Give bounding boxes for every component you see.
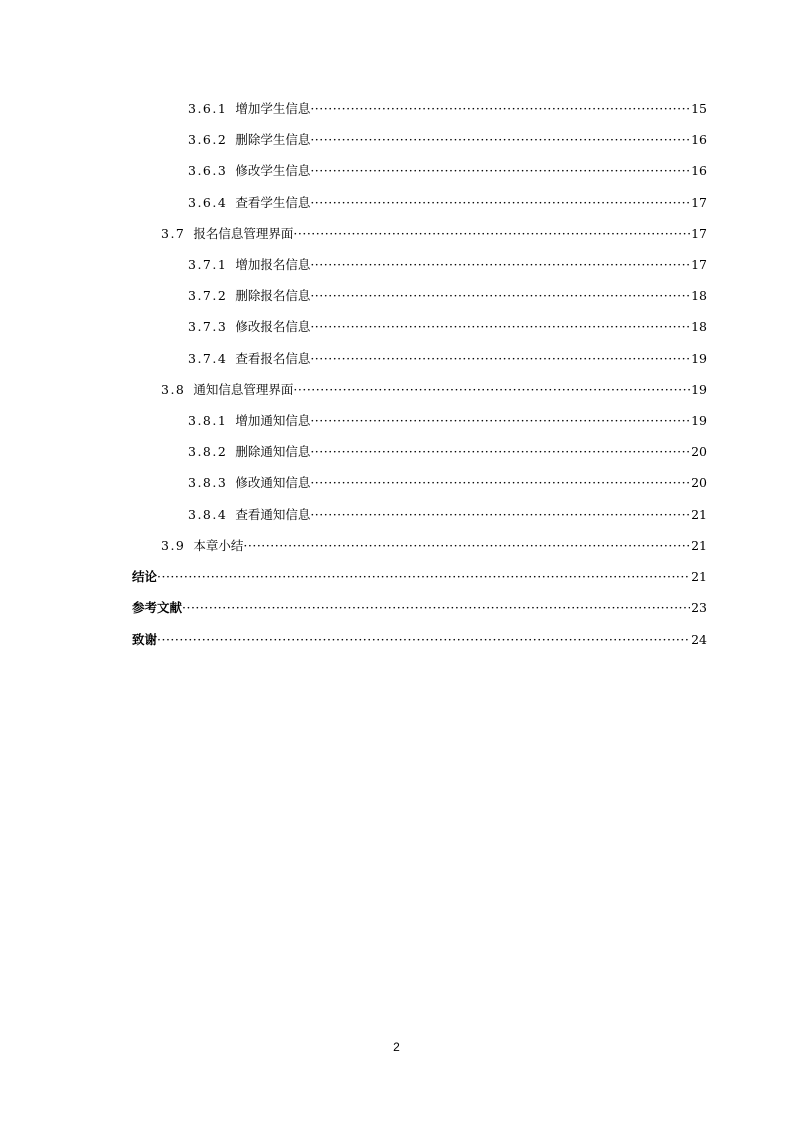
toc-section-number: 3.6.4: [188, 195, 228, 210]
toc-section-title: 增加通知信息: [235, 413, 311, 428]
toc-chapter-title: 参考文献: [132, 600, 183, 615]
toc-section-number: 3.7: [161, 226, 186, 241]
toc-row[interactable]: [0, 441, 793, 463]
toc-section-number: 3.8.1: [188, 413, 228, 428]
toc-section-title: 修改报名信息: [235, 319, 311, 334]
toc-dot-leader: [310, 98, 690, 120]
toc-dot-leader: [182, 597, 690, 619]
toc-dot-leader: [310, 348, 690, 370]
toc-row[interactable]: [0, 597, 793, 619]
toc-page-number: 18: [691, 319, 707, 334]
toc-section-title: 通知信息管理界面: [193, 382, 294, 397]
toc-dot-leader: [310, 129, 690, 151]
toc-section-number: 3.7.2: [188, 288, 228, 303]
toc-section-number: 3.6.2: [188, 132, 228, 147]
toc-page-number: 17: [691, 195, 707, 210]
toc-section-number: 3.8.2: [188, 444, 228, 459]
toc-section-number: 3.8.3: [188, 475, 228, 490]
toc-section-title: 增加报名信息: [235, 257, 311, 272]
toc-section-title: 查看报名信息: [235, 351, 311, 366]
toc-dot-leader: [293, 379, 690, 401]
toc-section-number: 3.6.1: [188, 101, 228, 116]
toc-page-number: 16: [691, 132, 707, 147]
toc-page-number: 19: [691, 413, 707, 428]
toc-row[interactable]: [0, 129, 793, 151]
toc-section-number: 3.8: [161, 382, 186, 397]
toc-chapter-title: 结论: [132, 569, 158, 584]
toc-row[interactable]: [0, 285, 793, 307]
page-number: 2: [393, 1040, 400, 1054]
toc-page-number: 17: [691, 257, 707, 272]
toc-page-number: 18: [691, 288, 707, 303]
toc-section-title: 修改学生信息: [235, 163, 311, 178]
toc-row[interactable]: [0, 472, 793, 494]
toc-row[interactable]: [0, 192, 793, 214]
toc-section-number: 3.6.3: [188, 163, 228, 178]
toc-page-number: 21: [691, 507, 707, 522]
toc-chapter-title: 致谢: [132, 632, 158, 647]
toc-dot-leader: [243, 535, 690, 557]
toc-section-number: 3.9: [161, 538, 186, 553]
toc-dot-leader: [157, 566, 690, 588]
toc-dot-leader: [310, 316, 690, 338]
toc-section-title: 查看通知信息: [235, 507, 311, 522]
toc-row[interactable]: [0, 629, 793, 651]
toc-page-number: 20: [691, 444, 707, 459]
toc-dot-leader: [310, 504, 690, 526]
toc-page-number: 21: [691, 538, 707, 553]
toc-dot-leader: [310, 472, 690, 494]
toc-section-title: 查看学生信息: [235, 195, 311, 210]
toc-section-title: 删除报名信息: [235, 288, 311, 303]
toc-dot-leader: [310, 160, 690, 182]
toc-section-title: 本章小结: [193, 538, 244, 553]
toc-section-title: 增加学生信息: [235, 101, 311, 116]
toc-dot-leader: [310, 192, 690, 214]
toc-dot-leader: [293, 223, 690, 245]
toc-dot-leader: [310, 254, 690, 276]
toc-row[interactable]: [0, 223, 793, 245]
toc-row[interactable]: [0, 410, 793, 432]
toc-dot-leader: [310, 285, 690, 307]
toc-row[interactable]: [0, 566, 793, 588]
toc-page-number: 20: [691, 475, 707, 490]
toc-section-number: 3.7.4: [188, 351, 228, 366]
toc-dot-leader: [310, 441, 690, 463]
toc-section-number: 3.7.3: [188, 319, 228, 334]
toc-section-title: 报名信息管理界面: [193, 226, 294, 241]
toc-row[interactable]: [0, 348, 793, 370]
toc-page-number: 19: [691, 351, 707, 366]
toc-page-number: 19: [691, 382, 707, 397]
toc-section-title: 修改通知信息: [235, 475, 311, 490]
toc-dot-leader: [157, 629, 690, 651]
toc-section-number: 3.7.1: [188, 257, 228, 272]
toc-page-number: 15: [691, 101, 707, 116]
toc-page-number: 21: [691, 569, 707, 584]
toc-row[interactable]: [0, 379, 793, 401]
toc-row[interactable]: [0, 504, 793, 526]
toc-dot-leader: [310, 410, 690, 432]
toc-section-title: 删除通知信息: [235, 444, 311, 459]
toc-page-number: 24: [691, 632, 707, 647]
toc-section-number: 3.8.4: [188, 507, 228, 522]
toc-page-number: 16: [691, 163, 707, 178]
toc-row[interactable]: [0, 535, 793, 557]
toc-page-number: 23: [691, 600, 707, 615]
toc-page-number: 17: [691, 226, 707, 241]
toc-row[interactable]: [0, 316, 793, 338]
toc-row[interactable]: [0, 160, 793, 182]
toc-row[interactable]: [0, 98, 793, 120]
toc-row[interactable]: [0, 254, 793, 276]
toc-section-title: 删除学生信息: [235, 132, 311, 147]
